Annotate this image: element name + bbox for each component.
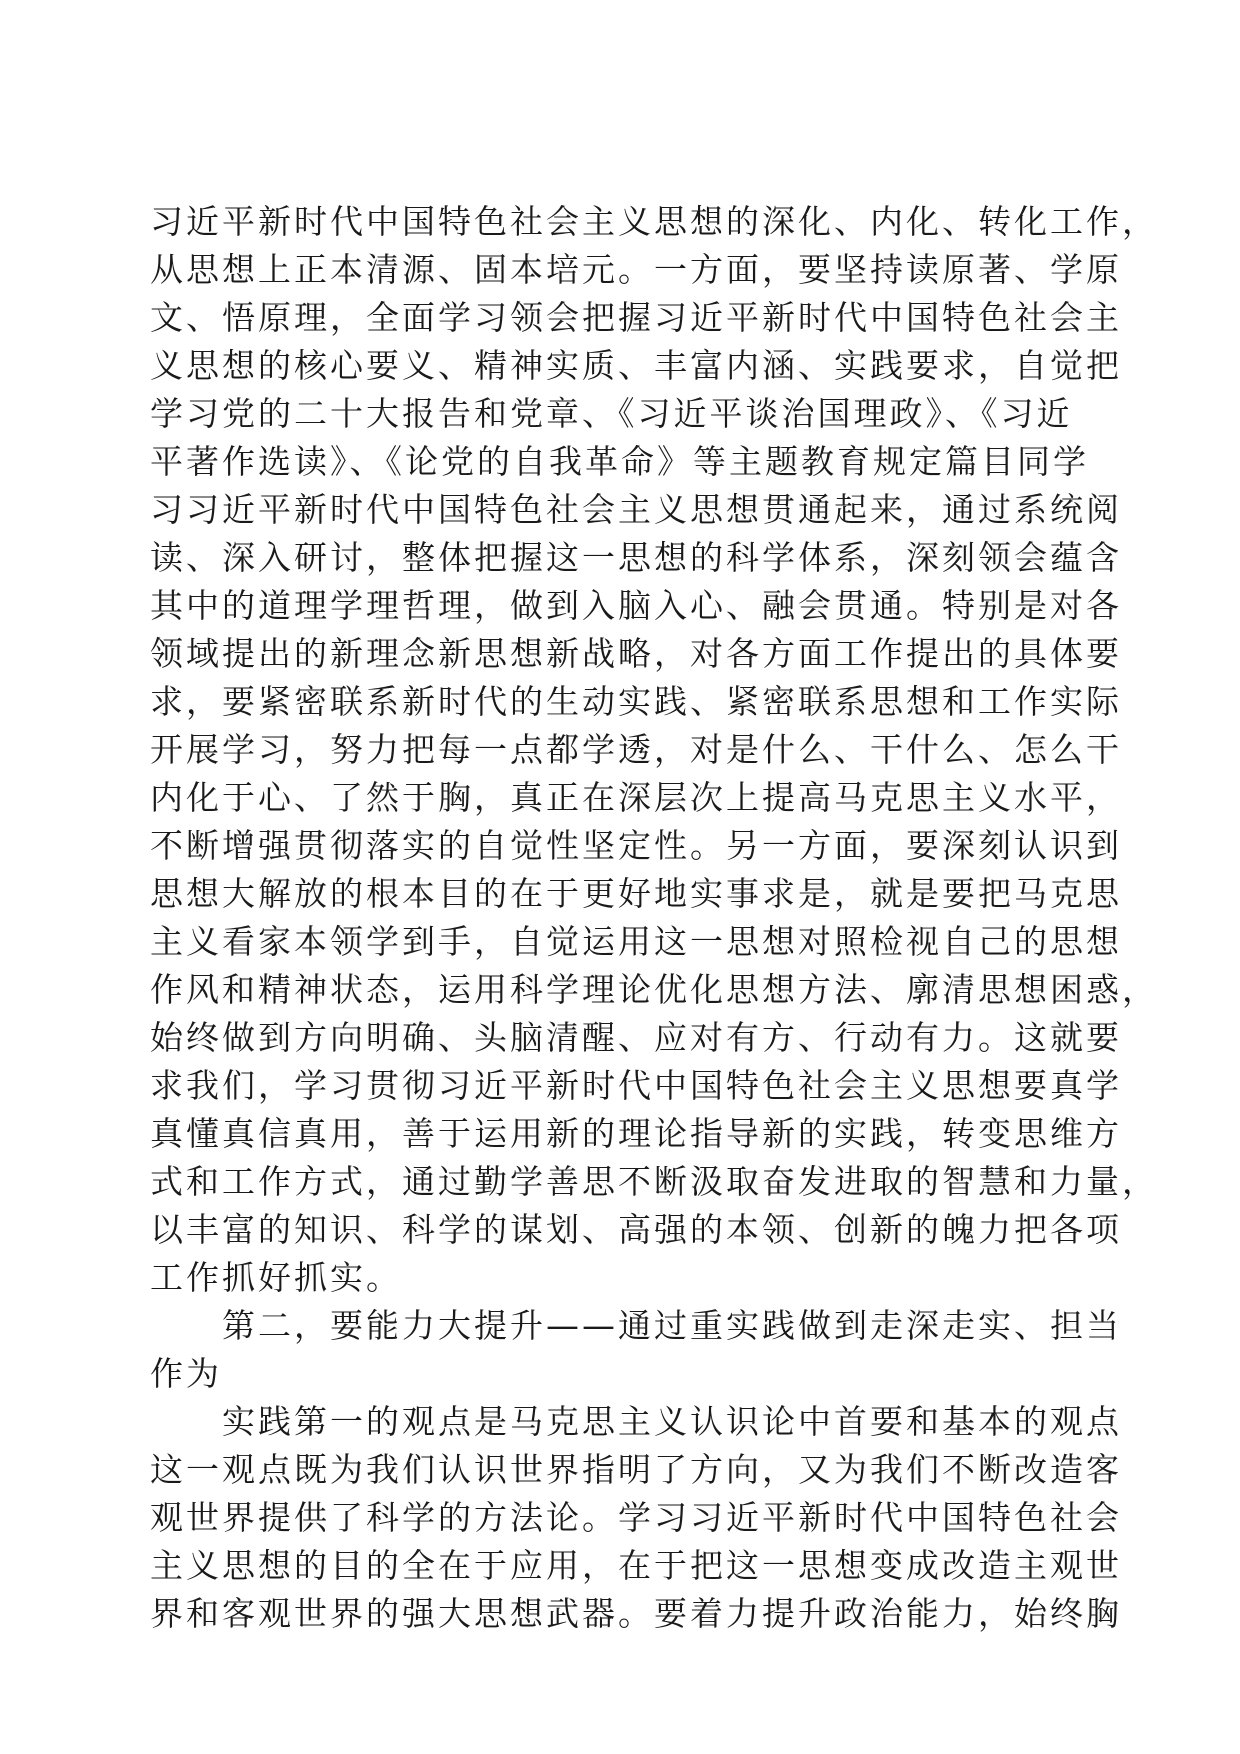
section-heading-line: 第二，要能力大提升——通过重实践做到走深走实、担当 bbox=[150, 1306, 1122, 1345]
body-text bbox=[150, 198, 1158, 1638]
text-line: 界和客观世界的强大思想武器。要着力提升政治能力，始终胸 bbox=[150, 1594, 1122, 1633]
text-line: 读、深入研讨，整体把握这一思想的科学体系，深刻领会蕴含 bbox=[150, 538, 1122, 577]
text-line: 义思想的核心要义、精神实质、丰富内涵、实践要求，自觉把 bbox=[150, 346, 1122, 385]
text-line: 主义思想的目的全在于应用，在于把这一思想变成改造主观世 bbox=[150, 1546, 1122, 1585]
text-line: 实践第一的观点是马克思主义认识论中首要和基本的观点 bbox=[150, 1402, 1122, 1441]
text-line: 领域提出的新理念新思想新战略，对各方面工作提出的具体要 bbox=[150, 634, 1122, 673]
text-line: 求我们，学习贯彻习近平新时代中国特色社会主义思想要真学 bbox=[150, 1066, 1122, 1105]
text-line: 式和工作方式，通过勤学善思不断汲取奋发进取的智慧和力量， bbox=[150, 1162, 1158, 1201]
text-line: 习习近平新时代中国特色社会主义思想贯通起来，通过系统阅 bbox=[150, 490, 1122, 529]
text-line: 始终做到方向明确、头脑清醒、应对有方、行动有力。这就要 bbox=[150, 1018, 1122, 1057]
text-line: 习近平新时代中国特色社会主义思想的深化、内化、转化工作， bbox=[150, 202, 1158, 241]
text-line: 这一观点既为我们认识世界指明了方向，又为我们不断改造客 bbox=[150, 1450, 1122, 1489]
text-line: 内化于心、了然于胸，真正在深层次上提高马克思主义水平， bbox=[150, 778, 1122, 817]
text-line: 观世界提供了科学的方法论。学习习近平新时代中国特色社会 bbox=[150, 1498, 1122, 1537]
section-heading-line: 作为 bbox=[150, 1354, 222, 1393]
text-line: 不断增强贯彻落实的自觉性坚定性。另一方面，要深刻认识到 bbox=[150, 826, 1122, 865]
text-line: 从思想上正本清源、固本培元。一方面，要坚持读原著、学原 bbox=[150, 250, 1122, 289]
text-line: 思想大解放的根本目的在于更好地实事求是，就是要把马克思 bbox=[150, 874, 1122, 913]
text-line: 开展学习，努力把每一点都学透，对是什么、干什么、怎么干 bbox=[150, 730, 1122, 769]
text-line: 学习党的二十大报告和党章、《习近平谈治国理政》、《习近 bbox=[150, 394, 1073, 433]
text-line: 以丰富的知识、科学的谋划、高强的本领、创新的魄力把各项 bbox=[150, 1210, 1122, 1249]
text-line: 工作抓好抓实。 bbox=[150, 1258, 402, 1297]
text-line: 文、悟原理，全面学习领会把握习近平新时代中国特色社会主 bbox=[150, 298, 1122, 337]
text-line: 平著作选读》、《论党的自我革命》等主题教育规定篇目同学 bbox=[150, 442, 1089, 481]
text-line: 作风和精神状态，运用科学理论优化思想方法、廓清思想困惑， bbox=[150, 970, 1158, 1009]
text-line: 其中的道理学理哲理，做到入脑入心、融会贯通。特别是对各 bbox=[150, 586, 1122, 625]
text-line: 求，要紧密联系新时代的生动实践、紧密联系思想和工作实际 bbox=[150, 682, 1122, 721]
text-line: 主义看家本领学到手，自觉运用这一思想对照检视自己的思想 bbox=[150, 922, 1122, 961]
text-line: 真懂真信真用，善于运用新的理论指导新的实践，转变思维方 bbox=[150, 1114, 1122, 1153]
